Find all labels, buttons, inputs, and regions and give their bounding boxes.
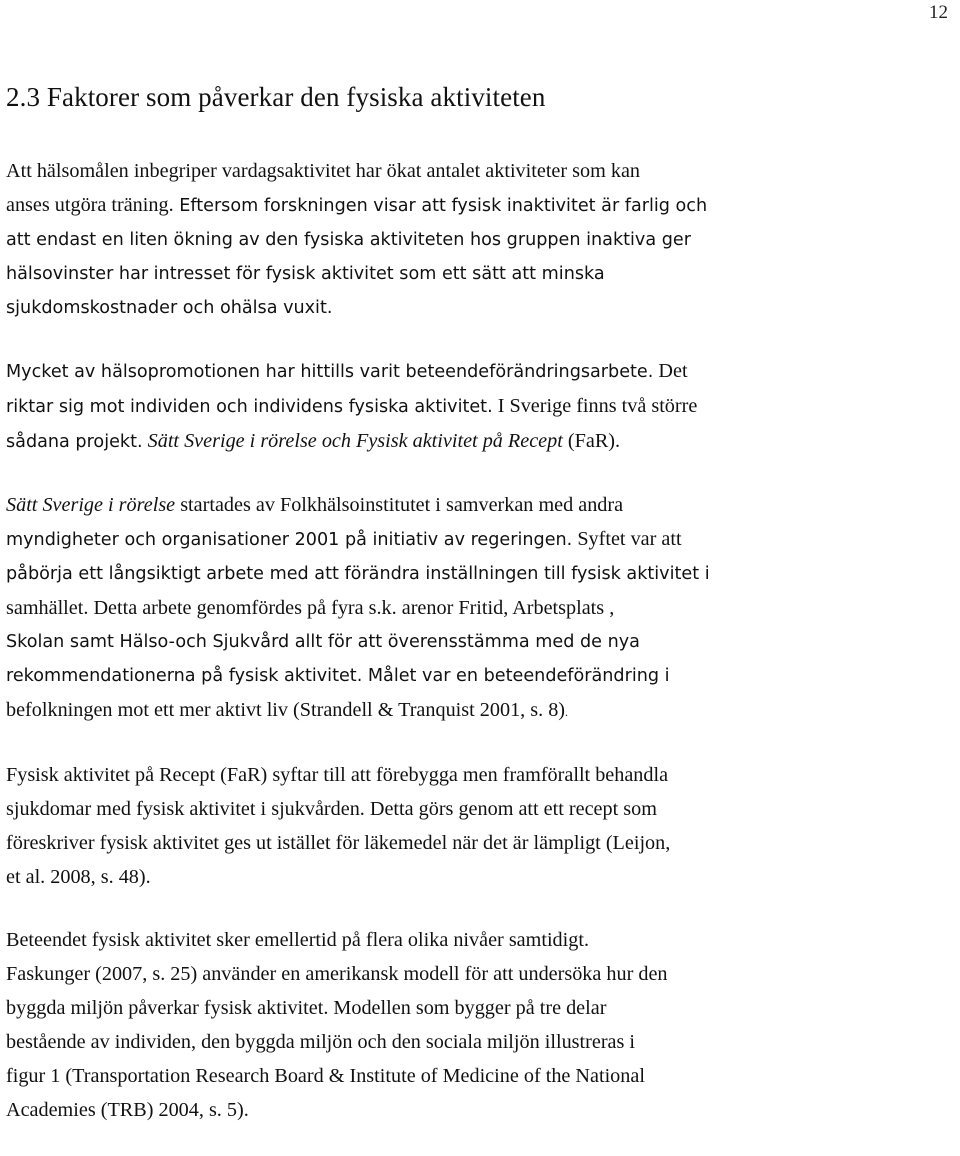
text-span: sådana projekt.: [6, 432, 143, 452]
text-span: Eftersom forskningen visar att fysisk inaktivitet är farlig och: [173, 196, 708, 216]
text-line: påbörja ett långsiktigt arbete med att förändra inställningen till fysisk aktivitet i: [6, 564, 710, 584]
paragraph-1: [6, 154, 956, 325]
text-line: att endast en liten ökning av den fysiska aktiviteten hos gruppen inaktiva ger: [6, 230, 691, 250]
text-span: riktar sig mot individen och individens fysiska aktivitet.: [6, 397, 493, 417]
text-span: I Sverige finns två större: [492, 395, 698, 417]
paragraph-2: [6, 354, 956, 459]
text-span: Det: [653, 360, 688, 382]
text-span: .: [565, 705, 569, 719]
text-line: rekommendationerna på fysisk aktivitet. Målet var en beteendeförändring i: [6, 666, 670, 686]
text-line: hälsovinster har intresset för fysisk aktivitet som ett sätt att minska: [6, 264, 605, 284]
paragraph-5: [6, 923, 956, 1127]
text-line: [6, 188, 956, 223]
text-line: föreskriver fysisk aktivitet ges ut istället för läkemedel när det är lämpligt (Leijon,: [6, 832, 671, 854]
section-heading: 2.3 Faktorer som påverkar den fysiska aktiviteten: [6, 82, 546, 112]
text-line: figur 1 (Transportation Research Board & Institute of Medicine of the National: [6, 1065, 645, 1087]
text-line: sjukdomar med fysisk aktivitet i sjukvården. Detta görs genom att ett recept som: [6, 798, 657, 820]
text-line: bestående av individen, den byggda miljön och den sociala miljön illustreras i: [6, 1031, 636, 1053]
text-line: Fysisk aktivitet på Recept (FaR) syftar till att förebygga men framförallt behandla: [6, 764, 669, 786]
text-span: anses utgöra träning.: [6, 194, 174, 216]
text-line: byggda miljön påverkar fysisk aktivitet. Modellen som bygger på tre delar: [6, 997, 607, 1019]
text-line: [6, 424, 956, 459]
text-line: Att hälsomålen inbegriper vardagsaktivitet har ökat antalet aktiviteter som kan: [6, 160, 641, 182]
paragraph-4: [6, 758, 956, 894]
text-span-italic: Sätt Sverige i rörelse: [6, 494, 176, 516]
paragraph-3: [6, 488, 956, 729]
text-line: [6, 354, 956, 389]
text-span: startades av Folkhälsoinstitutet i samverkan med andra: [175, 494, 624, 516]
page-number: 12: [929, 2, 948, 23]
text-line: [6, 488, 956, 522]
text-line: [6, 693, 956, 729]
text-span: Syftet var att: [572, 528, 682, 550]
text-line: [6, 389, 956, 424]
text-line: Academies (TRB) 2004, s. 5).: [6, 1099, 249, 1121]
text-line: Skolan samt Hälso-och Sjukvård allt för att överensstämma med de nya: [6, 632, 640, 652]
text-line: sjukdomskostnader och ohälsa vuxit.: [6, 298, 333, 318]
text-line: [6, 522, 956, 557]
document-body: [6, 154, 956, 1156]
text-span-italic: Sätt Sverige i rörelse och Fysisk aktivitet på Recept: [142, 430, 563, 452]
text-span: myndigheter och organisationer 2001 på initiativ av regeringen.: [6, 530, 573, 550]
text-span: Mycket av hälsopromotionen har hittills varit beteendeförändringsarbete.: [6, 362, 654, 382]
text-line: et al. 2008, s. 48).: [6, 866, 151, 888]
text-span: befolkningen mot ett mer aktivt liv (Strandell & Tranquist 2001, s. 8): [6, 699, 566, 721]
text-line: samhället. Detta arbete genomfördes på fyra s.k. arenor Fritid, Arbetsplats ,: [6, 597, 615, 619]
text-line: Beteendet fysisk aktivitet sker emellertid på flera olika nivåer samtidigt.: [6, 929, 590, 951]
text-span: (FaR).: [562, 430, 621, 452]
text-line: Faskunger (2007, s. 25) använder en amerikansk modell för att undersöka hur den: [6, 963, 668, 985]
